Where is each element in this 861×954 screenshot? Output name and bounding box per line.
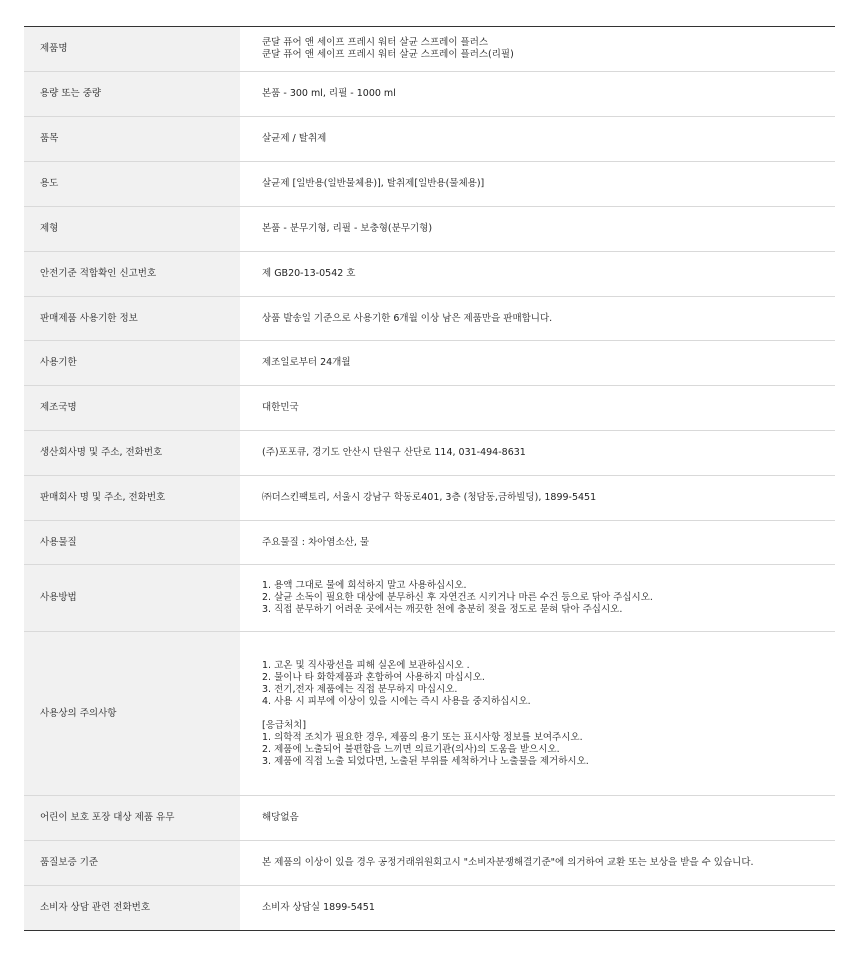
spec-row xyxy=(24,632,835,796)
spec-value-line: 쿤달 퓨어 앤 세이프 프레시 워터 살균 스프레이 플러스(리필) xyxy=(262,49,514,60)
spec-row xyxy=(24,162,835,207)
spec-value-line: 3. 직접 분무하기 어려운 곳에서는 깨끗한 천에 충분히 젖을 정도로 묻혀 닦아 주십시오. xyxy=(262,604,623,615)
spec-value-line: 대한민국 xyxy=(262,402,299,413)
spec-value-line: 해당없음 xyxy=(262,812,299,823)
spec-row xyxy=(24,117,835,162)
spec-value-line: 2. 살균 소독이 필요한 대상에 분무하신 후 자연건조 시키거나 마른 수건 등으로 닦아 주십시오. xyxy=(262,592,653,603)
spec-label: 소비자 상담 관련 전화번호 xyxy=(24,886,240,931)
spec-row xyxy=(24,27,835,72)
spec-row xyxy=(24,431,835,476)
spec-value xyxy=(240,117,835,162)
spec-value-line: 제조일로부터 24개월 xyxy=(262,357,351,368)
spec-value xyxy=(240,886,835,931)
spec-value-line: 상품 발송일 기준으로 사용기한 6개월 이상 남은 제품만을 판매합니다. xyxy=(262,312,553,324)
spec-value-line: 1. 용액 그대로 물에 희석하지 말고 사용하십시오. xyxy=(262,580,467,591)
spec-row xyxy=(24,207,835,252)
product-info-table-body xyxy=(24,27,835,931)
spec-value xyxy=(240,796,835,841)
spec-label: 품질보증 기준 xyxy=(24,841,240,886)
spec-label: 안전기준 적합확인 신고번호 xyxy=(24,252,240,297)
spec-value xyxy=(240,252,835,297)
spec-label: 생산회사명 및 주소, 전화번호 xyxy=(24,431,240,476)
spec-value-line: 2. 물이나 타 화학제품과 혼합하여 사용하지 마십시오. xyxy=(262,671,485,683)
spec-row xyxy=(24,386,835,431)
spec-value-line: 1. 고온 및 직사광선을 피해 실온에 보관하십시오 . xyxy=(262,659,470,671)
spec-value-line: 쿤달 퓨어 앤 세이프 프레시 워터 살균 스프레이 플러스 xyxy=(262,37,489,48)
spec-value xyxy=(240,297,835,341)
spec-value xyxy=(240,386,835,431)
spec-value-line: ㈜더스킨팩토리, 서울시 강남구 학동로401, 3층 (청담동,금하빌딩), 1899-5451 xyxy=(262,492,597,503)
spec-label: 사용물질 xyxy=(24,521,240,565)
spec-value-line: 2. 제품에 노출되어 불편함을 느끼면 의료기관(의사)의 도움을 받으시오. xyxy=(262,743,560,755)
spec-label: 판매제품 사용기한 정보 xyxy=(24,297,240,341)
spec-row xyxy=(24,841,835,886)
spec-row xyxy=(24,886,835,931)
spec-label: 어린이 보호 포장 대상 제품 유무 xyxy=(24,796,240,841)
spec-value-line: 본품 - 300 ml, 리필 - 1000 ml xyxy=(262,88,396,99)
spec-value xyxy=(240,162,835,207)
spec-value-line: 본 제품의 이상이 있을 경우 공정거래위원회고시 "소비자분쟁해결기준"에 의거하여 교환 또는 보상을 받을 수 있습니다. xyxy=(262,857,754,868)
spec-value xyxy=(240,207,835,252)
spec-value-line: 3. 제품에 직접 노출 되었다면, 노출된 부위를 세척하거나 노출물을 제거하시오. xyxy=(262,755,589,767)
spec-value-line: 살균제 / 탈취제 xyxy=(262,133,327,144)
spec-value xyxy=(240,632,835,796)
spec-value-line: 3. 전기,전자 제품에는 직접 분무하지 마십시오. xyxy=(262,683,458,695)
spec-label: 제형 xyxy=(24,207,240,252)
spec-label: 제조국명 xyxy=(24,386,240,431)
spec-value-line: 1. 의학적 조치가 필요한 경우, 제품의 용기 또는 표시사항 정보를 보여주시오. xyxy=(262,731,583,743)
spec-row xyxy=(24,521,835,565)
spec-value-line: 본품 - 분무기형, 리필 - 보충형(분무기형) xyxy=(262,223,433,234)
spec-row xyxy=(24,565,835,632)
spec-label: 용량 또는 중량 xyxy=(24,72,240,117)
product-info-table xyxy=(24,26,835,931)
spec-value xyxy=(240,476,835,521)
spec-value-line: 주요물질 : 차아염소산, 물 xyxy=(262,536,370,548)
spec-value-line: (주)포포큐, 경기도 안산시 단원구 산단로 114, 031-494-8631 xyxy=(262,447,526,458)
spec-row xyxy=(24,72,835,117)
spec-label: 품목 xyxy=(24,117,240,162)
spec-label: 용도 xyxy=(24,162,240,207)
spec-value xyxy=(240,27,835,72)
spec-value-line: 제 GB20-13-0542 호 xyxy=(262,268,356,279)
spec-label: 제품명 xyxy=(24,27,240,72)
spec-value-line: 소비자 상담실 1899-5451 xyxy=(262,902,375,913)
spec-value xyxy=(240,431,835,476)
spec-value xyxy=(240,565,835,632)
spec-label: 사용상의 주의사항 xyxy=(24,632,240,796)
spec-row xyxy=(24,796,835,841)
spec-row xyxy=(24,252,835,297)
spec-value-spacer xyxy=(262,708,825,720)
spec-row xyxy=(24,476,835,521)
spec-label: 사용기한 xyxy=(24,341,240,386)
spec-value-line: [응급처치] xyxy=(262,719,307,731)
spec-label: 판매회사 명 및 주소, 전화번호 xyxy=(24,476,240,521)
spec-value xyxy=(240,341,835,386)
spec-row xyxy=(24,341,835,386)
spec-value-line: 살균제 [일반용(일반물체용)], 탈취제[일반용(물체용)] xyxy=(262,178,485,189)
spec-value xyxy=(240,72,835,117)
spec-label: 사용방법 xyxy=(24,565,240,632)
spec-row xyxy=(24,297,835,341)
spec-value-line: 4. 사용 시 피부에 이상이 있을 시에는 즉시 사용을 중지하십시오. xyxy=(262,695,531,707)
spec-value xyxy=(240,841,835,886)
spec-value xyxy=(240,521,835,565)
